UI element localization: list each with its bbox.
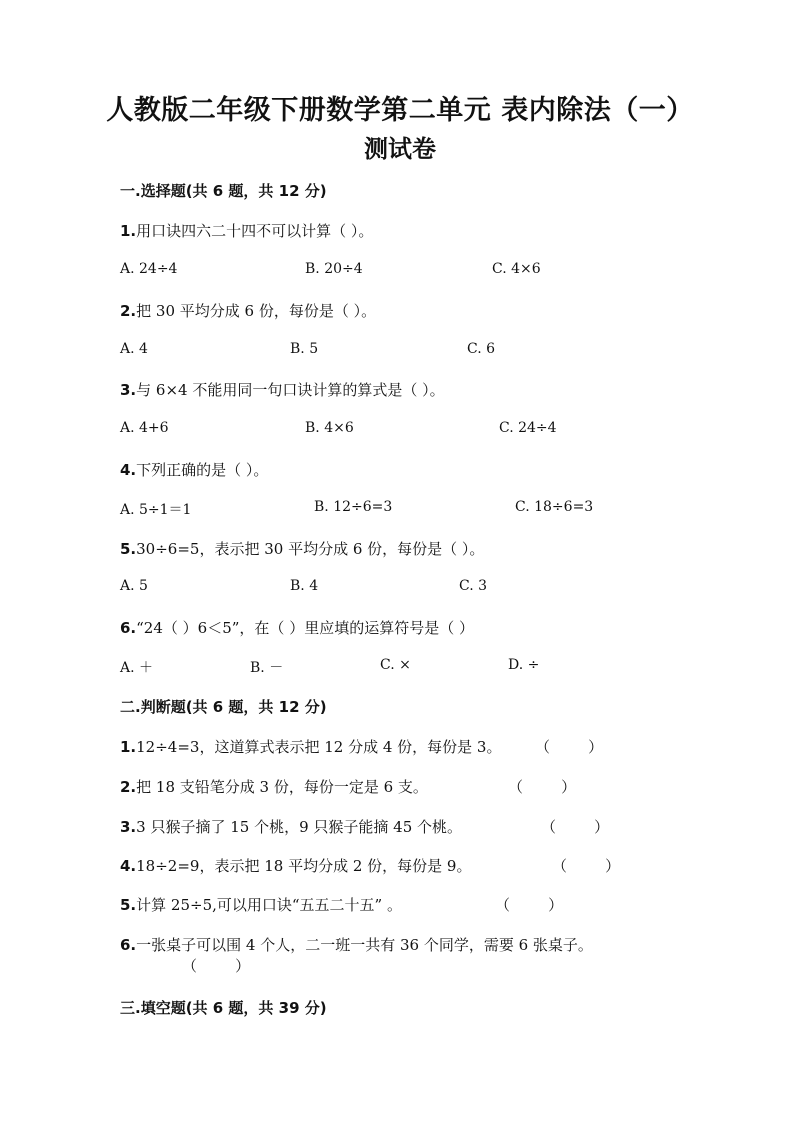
choice-option-d: D. ÷ — [508, 657, 540, 673]
choice-option-c: C. 3 — [459, 578, 488, 594]
choice-option-b: B. 5 — [290, 341, 319, 357]
judgment-question-5 — [120, 894, 402, 915]
question-number: 6. — [120, 936, 137, 954]
answer-blank: （ ） — [552, 857, 621, 875]
choice-question-1 — [120, 220, 373, 241]
choice-option-a: A. 4 — [120, 341, 148, 357]
question-number: 6. — [120, 619, 137, 637]
question-text: 3 只猴子摘了 15 个桃，9 只猴子能摘 45 个桃。 — [136, 818, 463, 836]
choice-question-3 — [120, 379, 445, 400]
answer-blank: （ ） — [541, 818, 610, 836]
question-text: 下列正确的是（ ）。 — [136, 461, 269, 479]
choice-question-4 — [120, 459, 268, 480]
choice-option-b: B. 4 — [290, 578, 319, 594]
choice-option-c: C. 24÷4 — [499, 420, 557, 436]
choice-question-5 — [120, 538, 484, 559]
choice-option-a: A. 5 — [120, 578, 148, 594]
choice-option-a: A. ＋ — [120, 660, 154, 676]
section-heading-judgment: 二.判断题(共 6 题，共 12 分) — [120, 698, 327, 716]
choice-option-c: C. 6 — [467, 341, 496, 357]
answer-blank: （ ） — [182, 957, 251, 975]
question-number: 2. — [120, 778, 137, 796]
section-heading-choice: 一.选择题(共 6 题，共 12 分) — [120, 182, 327, 200]
judgment-question-3 — [120, 816, 462, 837]
question-text: 把 18 支铅笔分成 3 份，每份一定是 6 支。 — [136, 778, 428, 796]
question-number: 5. — [120, 896, 137, 914]
answer-blank: （ ） — [535, 738, 604, 756]
question-number: 4. — [120, 461, 137, 479]
choice-option-b: B. 4×6 — [305, 420, 354, 436]
choice-option-c: C. 4×6 — [492, 261, 541, 277]
section-heading-fill-in: 三.填空题(共 6 题，共 39 分) — [120, 999, 327, 1017]
choice-option-a: A. 24÷4 — [120, 261, 178, 277]
choice-question-6 — [120, 617, 474, 638]
choice-option-c: C. 18÷6=3 — [515, 499, 594, 515]
question-text: 30÷6=5，表示把 30 平均分成 6 份，每份是（ ）。 — [136, 540, 485, 558]
choice-option-a: A. 5÷1＝1 — [120, 502, 192, 518]
document-subtitle: 测试卷 — [364, 135, 436, 163]
question-number: 5. — [120, 540, 137, 558]
choice-option-b: B. － — [250, 660, 284, 676]
choice-option-b: B. 20÷4 — [305, 261, 363, 277]
choice-question-2 — [120, 300, 376, 321]
question-number: 2. — [120, 302, 137, 320]
question-text: 18÷2=9，表示把 18 平均分成 2 份，每份是 9。 — [136, 857, 472, 875]
question-number: 1. — [120, 222, 137, 240]
answer-blank: （ ） — [508, 778, 577, 796]
question-number: 3. — [120, 818, 137, 836]
question-text: 把 30 平均分成 6 份，每份是（ ）。 — [136, 302, 377, 320]
judgment-question-2 — [120, 776, 428, 797]
question-text: 计算 25÷5,可以用口诀“五五二十五” 。 — [136, 896, 402, 914]
judgment-question-6 — [120, 934, 593, 955]
choice-option-b: B. 12÷6=3 — [314, 499, 393, 515]
question-text: 用口诀四六二十四不可以计算（ ）。 — [136, 222, 374, 240]
question-text: 一张桌子可以围 4 个人，二一班一共有 36 个同学，需要 6 张桌子。 — [136, 936, 593, 954]
choice-option-c: C. × — [380, 657, 411, 673]
question-number: 4. — [120, 857, 137, 875]
document-title: 人教版二年级下册数学第二单元 表内除法（一） — [106, 95, 694, 126]
choice-option-a: A. 4+6 — [120, 420, 169, 436]
judgment-question-4 — [120, 855, 471, 876]
question-text: “24（ ）6＜5”，在（ ）里应填的运算符号是（ ） — [136, 619, 474, 637]
answer-blank: （ ） — [495, 896, 564, 914]
question-text: 12÷4=3，这道算式表示把 12 分成 4 份，每份是 3。 — [136, 738, 502, 756]
judgment-question-1 — [120, 736, 501, 757]
question-number: 1. — [120, 738, 137, 756]
question-text: 与 6×4 不能用同一句口诀计算的算式是（ ）。 — [136, 381, 445, 399]
question-number: 3. — [120, 381, 137, 399]
